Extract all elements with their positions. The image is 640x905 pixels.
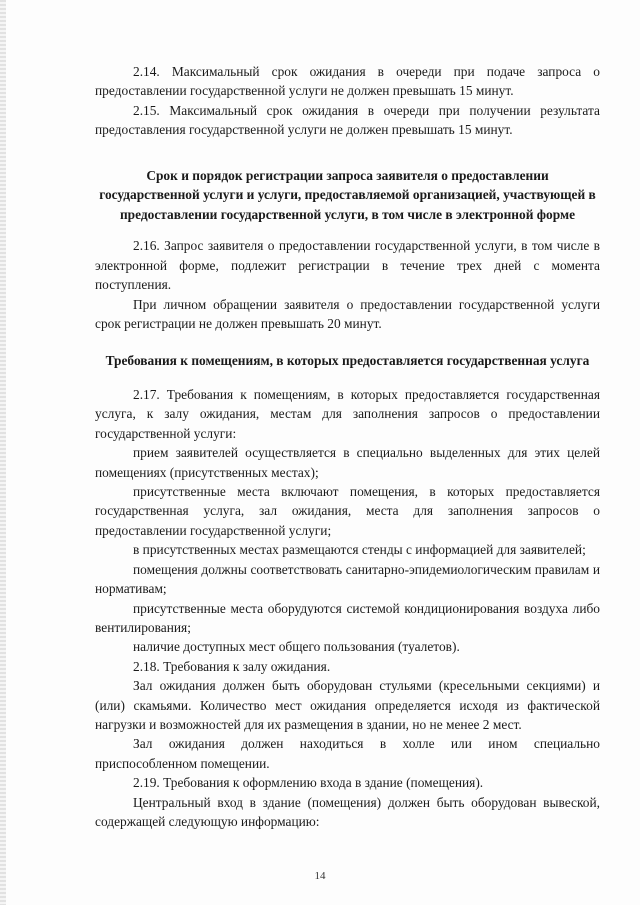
paragraph-2-14: 2.14. Максимальный срок ожидания в очереди при подаче запроса о предоставлении государственной услуги не должен превышать 15 минут. <box>95 64 600 99</box>
paragraph-waiting-hall-location: Зал ожидания должен находиться в холле или ином специально приспособленном помещении. <box>95 736 600 771</box>
paragraph-2-18: 2.18. Требования к залу ожидания. <box>133 658 331 674</box>
paragraph-2-16: 2.16. Запрос заявителя о предоставлении государственной услуги, в том числе в электронной форме, подлежит регистрации в течение трех дней с момента поступления. <box>95 238 600 293</box>
paragraph-2-15: 2.15. Максимальный срок ожидания в очереди при получении результата предоставления государственной услуги не должен превышать 15 минут. <box>95 102 600 138</box>
scan-edge-artifact <box>0 0 6 905</box>
paragraph-registration-time: При личном обращении заявителя о предоставлении государственной услуги срок регистрации не должен превышать 20 минут. <box>95 296 600 332</box>
document-body <box>95 62 600 831</box>
paragraph-2-19: 2.19. Требования к оформлению входа в здание (помещения). <box>133 775 484 791</box>
list-item: прием заявителей осуществляется в специально выделенных для этих целей помещениях (присутственных местах); <box>95 445 600 480</box>
page-number: 14 <box>314 870 326 882</box>
paragraph-entrance-sign: Центральный вход в здание (помещения) должен быть оборудован вывеской, содержащей следующую информацию: <box>95 794 600 829</box>
list-item: присутственные места оборудуются системой кондиционирования воздуха либо вентилирования; <box>95 600 600 635</box>
list-item: помещения должны соответствовать санитарно-эпидемиологическим правилам и нормативам; <box>95 561 600 597</box>
section-heading-registration: Срок и порядок регистрации запроса заявителя о предоставлении государственной услуги и услуги, предоставляемой организацией, участвующей в предоставлении государственной услуги, в том числе в электронной форме <box>99 167 596 222</box>
list-item: наличие доступных мест общего пользования (туалетов). <box>133 639 460 655</box>
paragraph-waiting-hall-furniture: Зал ожидания должен быть оборудован стульями (кресельными секциями) и (или) скамьями. Количество мест ожидания определяется исходя из фактической нагрузки и возможностей для их размещения в здании, но не менее 2 мест. <box>95 678 600 732</box>
list-item: присутственные места включают помещения, в которых предоставляется государственная услуга, зал ожидания, места для заполнения запросов о предоставлении государственной услуги; <box>95 484 600 538</box>
list-item: в присутственных местах размещаются стенды с информацией для заявителей; <box>133 542 586 558</box>
paragraph-2-17: 2.17. Требования к помещениям, в которых предоставляется государственная услуга, к залу ожидания, местам для заполнения запросов о предоставлении государственной услуги: <box>95 387 600 441</box>
section-heading-premises: Требования к помещениям, в которых предоставляется государственная услуга <box>105 353 590 369</box>
